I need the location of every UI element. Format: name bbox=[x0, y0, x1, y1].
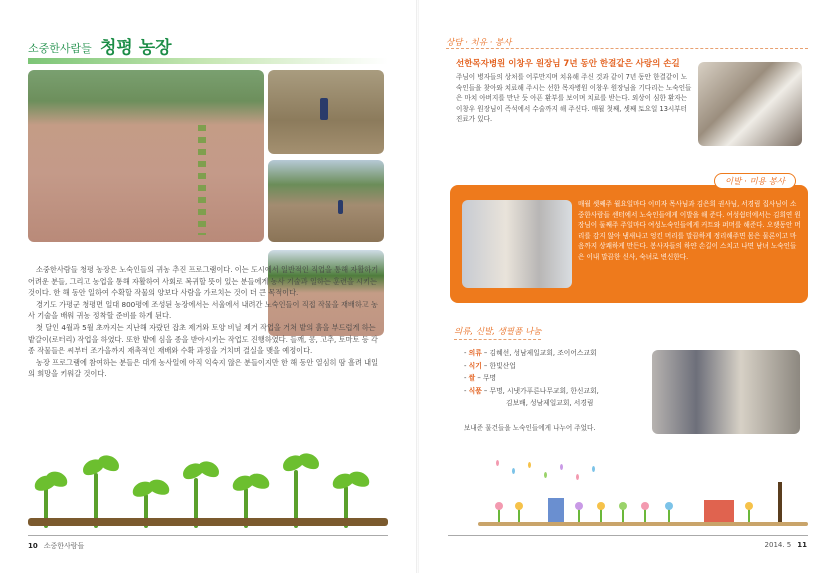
farm-worker-photo bbox=[268, 70, 384, 154]
right-page bbox=[418, 0, 835, 573]
sprouts-illustration bbox=[34, 448, 384, 528]
section-label-counseling: 상담 · 치유 · 봉사 bbox=[446, 38, 512, 48]
footer-title: 소중한사람들 bbox=[43, 542, 85, 550]
section-text-hospital: 주님이 병자들의 상처를 어루만지며 치유해 주신 것과 같이 7년 동안 한결같이 노숙인들을 찾아와 치료해 주시는 선한 목자병원 이창우 원장님을 기다리는 노숙인들은 마치 아버지를 만난 듯 아픈 환부를 보이며 치료를 받는다. 외상이 심한 환자는 이창우 원장님이 즉석에서 수술까지 해 주신다. 매월 첫째, 셋째 토요일 13시부터 진료가 있다. bbox=[456, 73, 692, 124]
village-illustration bbox=[478, 478, 808, 526]
soil-strip bbox=[28, 518, 388, 526]
footer-rule bbox=[28, 535, 388, 536]
section-label-donations: 의류, 신발, 생필품 나눔 bbox=[454, 325, 541, 340]
page-title bbox=[28, 34, 388, 60]
article-body bbox=[28, 264, 384, 380]
farm-mountain-photo bbox=[268, 160, 384, 242]
list-item-continued: 김보배, 성남제일교회, 서경림 bbox=[506, 399, 594, 408]
donation-list bbox=[464, 347, 664, 410]
section-divider bbox=[446, 48, 808, 49]
paragraph: 소중한사람들 청평 농장은 노숙인들의 귀농 추진 프로그램이다. 이는 도시에서 일반적인 직업을 통해 자활하기 어려운 분들, 그리고 농업을 통해 자활하여 사회로 복귀할 뜻이 있는 분들에게 농사 기술과 일하는 훈련을 시키는 것이다. 한 해 동안 일하여 수확할 작물의 양보다 사람을 가르치는 것이 더 큰 목적이다. bbox=[28, 265, 379, 298]
paragraph: 첫 달인 4월과 5월 초까지는 지난해 자랐던 잡초 제거와 토양 비닐 제거 작업을 거쳐 밭의 흙을 부드럽게 하는 밭갈이(로터리) 작업을 하였다. 또한 밭에 심을 종을 받아시키는 작업도 진행하였다. 들깨, 콩, 고추, 토마토 등 각종 작물들은 씨부터 조가을까지 재촉적인 재배와 수확 과정을 거치며 결실을 맺을 예정이다. bbox=[28, 322, 378, 356]
section-text-haircut: 매월 셋째주 월요일마다 이미자 목사님과 김은희 권사님, 서경림 집사님이 소중한사람들 센터에서 노숙인들에게 이발을 해 준다. 여성쉼터에서는 김희연 원장님이 둘째주 주일마다 여성노숙인들에게 커트와 퍼머를 해준다. 오랫동안 머리를 감지 않아 냄새나고 엉킨 머리를 말끔하게 정리해주면 몸은 물론이고 마음까지 상쾌하게 만든다. 봉사자들의 하얀 손길이 스치고 나면 남녀 노숙인들은 이내 말끔한 신사, 숙녀로 변신한다. bbox=[578, 200, 801, 261]
footer-left bbox=[28, 541, 84, 551]
farm-field-photo bbox=[28, 70, 264, 242]
title-small: 소중한사람들 bbox=[28, 42, 92, 55]
footer-rule bbox=[448, 535, 808, 536]
title-underline bbox=[28, 58, 388, 64]
section-label-haircut: 이발 · 미용 봉사 bbox=[714, 173, 796, 189]
haircut-photo bbox=[462, 200, 572, 288]
page-number: 10 bbox=[28, 542, 38, 550]
section-title-hospital: 선한목자병원 이창우 원장님 7년 동안 한결같은 사랑의 손길 bbox=[456, 59, 680, 69]
donation-note: 보내준 물건들을 노숙인들에게 나누어 주었다. bbox=[464, 424, 596, 432]
title-big: 청평 농장 bbox=[100, 38, 172, 58]
doctor-treatment-photo bbox=[698, 62, 802, 146]
list-item: - 쌀 – 무명 bbox=[464, 374, 497, 383]
footer-date: 2014. 5 bbox=[764, 541, 792, 549]
paragraph: 농장 프로그램에 참여하는 분들은 대개 농사일에 아직 익숙지 않은 분들이지만 한 해 동안 열심히 땀 흘려 내일의 희망을 키워갈 것이다. bbox=[28, 357, 379, 379]
page-number: 11 bbox=[797, 541, 807, 549]
haircut-volunteer-box bbox=[450, 177, 808, 303]
list-item: - 식품 – 무명, 시냇가푸른나무교회, 한신교회, bbox=[464, 386, 599, 395]
paragraph: 경기도 가평군 청평면 일대 800평에 조성된 농장에서는 서울에서 내려간 노숙인들이 직접 작물을 재배하고 농사 기술을 배워 귀농 정착할 준비를 하게 된다. bbox=[28, 299, 378, 321]
donation-distribution-photo bbox=[652, 350, 800, 434]
list-item: - 식기 – 한빛산업 bbox=[464, 361, 516, 370]
footer-right bbox=[765, 541, 807, 549]
list-item: - 의류 – 김혜선, 성남제일교회, 조이어스교회 bbox=[464, 349, 597, 357]
